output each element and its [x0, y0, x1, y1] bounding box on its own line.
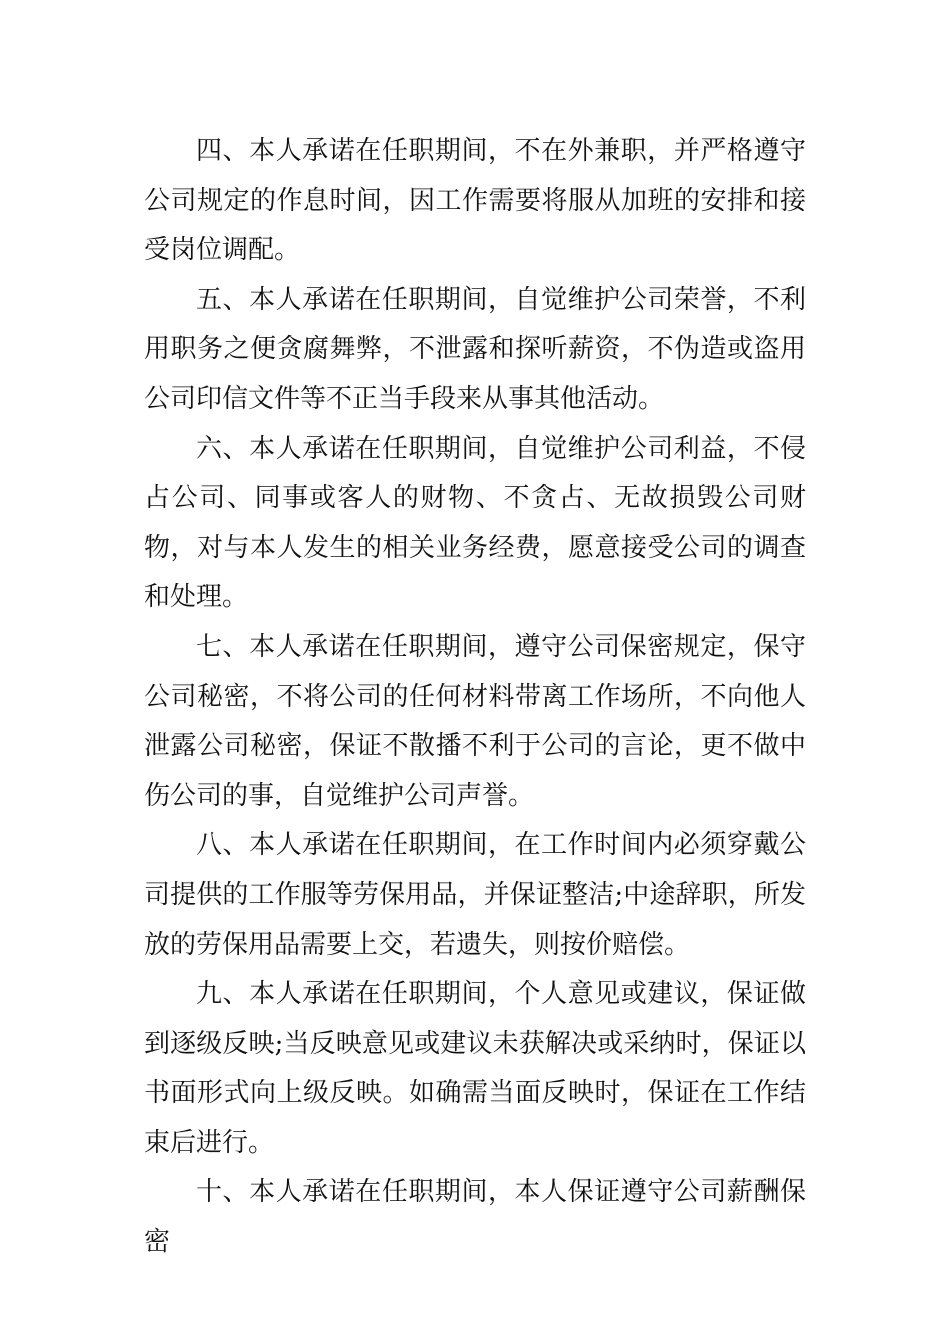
paragraph-8: 八、本人承诺在任职期间，在工作时间内必须穿戴公司提供的工作服等劳保用品，并保证整洁;中途辞职，所发放的劳保用品需要上交，若遗失，则按价赔偿。: [144, 830, 806, 960]
paragraph-5: 五、本人承诺在任职期间，自觉维护公司荣誉，不利用职务之便贪腐舞弊，不泄露和探听薪资，不伪造或盗用公司印信文件等不正当手段来从事其他活动。: [144, 284, 806, 414]
document-body: [144, 127, 806, 1268]
paragraph-10: 十、本人承诺在任职期间，本人保证遵守公司薪酬保密: [144, 1177, 806, 1258]
paragraph-4: 四、本人承诺在任职期间，不在外兼职，并严格遵守公司规定的作息时间，因工作需要将服从加班的安排和接受岗位调配。: [144, 136, 806, 266]
paragraph-6: 六、本人承诺在任职期间，自觉维护公司利益，不侵占公司、同事或客人的财物、不贪占、无故损毁公司财物，对与本人发生的相关业务经费，愿意接受公司的调查和处理。: [144, 433, 806, 613]
paragraph-9: 九、本人承诺在任职期间，个人意见或建议，保证做到逐级反映;当反映意见或建议未获解决或采纳时，保证以书面形式向上级反映。如确需当面反映时，保证在工作结束后进行。: [144, 979, 806, 1158]
paragraph-7: 七、本人承诺在任职期间，遵守公司保密规定，保守公司秘密，不将公司的任何材料带离工作场所，不向他人泄露公司秘密，保证不散播不利于公司的言论，更不做中伤公司的事，自觉维护公司声誉。: [144, 631, 806, 811]
